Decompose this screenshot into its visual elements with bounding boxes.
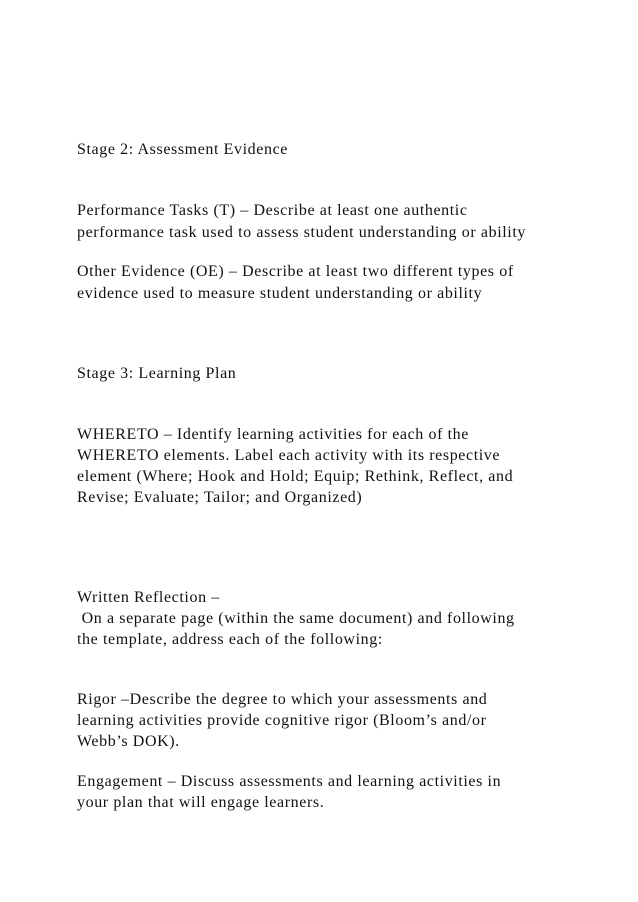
rigor-line-3: Webb’s DOK).: [77, 733, 180, 750]
engagement-line-2: your plan that will engage learners.: [77, 794, 325, 811]
other-evidence-line-1: Other Evidence (OE) – Describe at least two different types of: [77, 263, 514, 280]
performance-tasks-line-2: performance task used to assess student understanding or ability: [77, 224, 526, 241]
written-reflection-line-1: Written Reflection –: [77, 589, 220, 606]
stage2-heading: Stage 2: Assessment Evidence: [77, 141, 288, 158]
rigor-line-1: Rigor –Describe the degree to which your assessments and: [77, 691, 488, 708]
whereto-line-2: WHERETO elements. Label each activity with its respective: [77, 447, 501, 464]
stage3-heading: Stage 3: Learning Plan: [77, 365, 237, 382]
whereto-line-4: Revise; Evaluate; Tailor; and Organized): [77, 489, 363, 506]
other-evidence-line-2: evidence used to measure student understanding or ability: [77, 285, 483, 302]
written-reflection-line-2: On a separate page (within the same document) and following: [77, 610, 515, 627]
rigor-line-2: learning activities provide cognitive rigor (Bloom’s and/or: [77, 712, 487, 729]
whereto-line-3: element (Where; Hook and Hold; Equip; Rethink, Reflect, and: [77, 468, 514, 485]
written-reflection-line-3: the template, address each of the following:: [77, 631, 383, 648]
engagement-line-1: Engagement – Discuss assessments and learning activities in: [77, 773, 502, 790]
whereto-line-1: WHERETO – Identify learning activities for each of the: [77, 426, 469, 443]
performance-tasks-line-1: Performance Tasks (T) – Describe at least one authentic: [77, 202, 468, 219]
